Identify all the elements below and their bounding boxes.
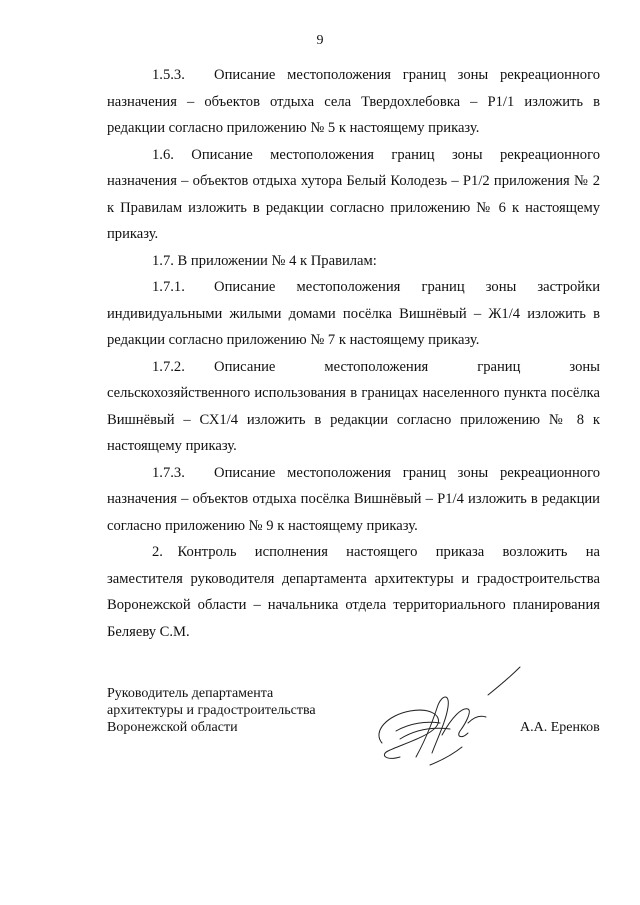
signatory-name: А.А. Еренков — [520, 720, 600, 735]
signatory-position-line: архитектуры и градостроительства — [107, 703, 316, 718]
paragraph-1-6: 1.6. Описание местоположения границ зоны рекреационного назначения – объектов отдыха хутора Белый Колодезь – Р1/2 приложения № 2 к Правилам изложить в редакции согласно приложению № 6 к настоящему приказу. — [107, 146, 600, 242]
signatory-position-line: Воронежской области — [107, 720, 238, 735]
paragraph-1-7-2: 1.7.2. Описание местоположения границ зоны сельскохозяйственного использования в границах населенного пункта посёлка Вишнёвый – СХ1/4 изложить в редакции согласно приложению № 8 к настоящему приказу. — [107, 358, 600, 454]
handwritten-signature — [370, 665, 530, 775]
paragraph-1-7: 1.7. В приложении № 4 к Правилам: — [152, 252, 377, 269]
document-body — [107, 62, 600, 645]
paragraph-2: 2. Контроль исполнения настоящего приказа возложить на заместителя руководителя департамента архитектуры и градостроительства Воронежской области – начальника отдела территориального планирования Беляеву С.М. — [107, 544, 600, 640]
paragraph-1-7-3: 1.7.3. Описание местоположения границ зоны рекреационного назначения – объектов отдыха посёлка Вишнёвый – Р1/4 изложить в редакции согласно приложению № 9 к настоящему приказу. — [107, 464, 600, 534]
page-number: 9 — [316, 33, 324, 48]
paragraph-1-7-1: 1.7.1. Описание местоположения границ зоны застройки индивидуальными жилыми домами посёлка Вишнёвый – Ж1/4 изложить в редакции согласно приложению № 7 к настоящему приказу. — [107, 279, 600, 348]
paragraph-1-5-3: 1.5.3. Описание местоположения границ зоны рекреационного назначения – объектов отдыха села Твердохлебовка – Р1/1 изложить в редакции согласно приложению № 5 к настоящему приказу. — [107, 67, 600, 136]
signatory-position-line: Руководитель департамента — [107, 686, 274, 701]
signatory-position — [107, 685, 316, 736]
